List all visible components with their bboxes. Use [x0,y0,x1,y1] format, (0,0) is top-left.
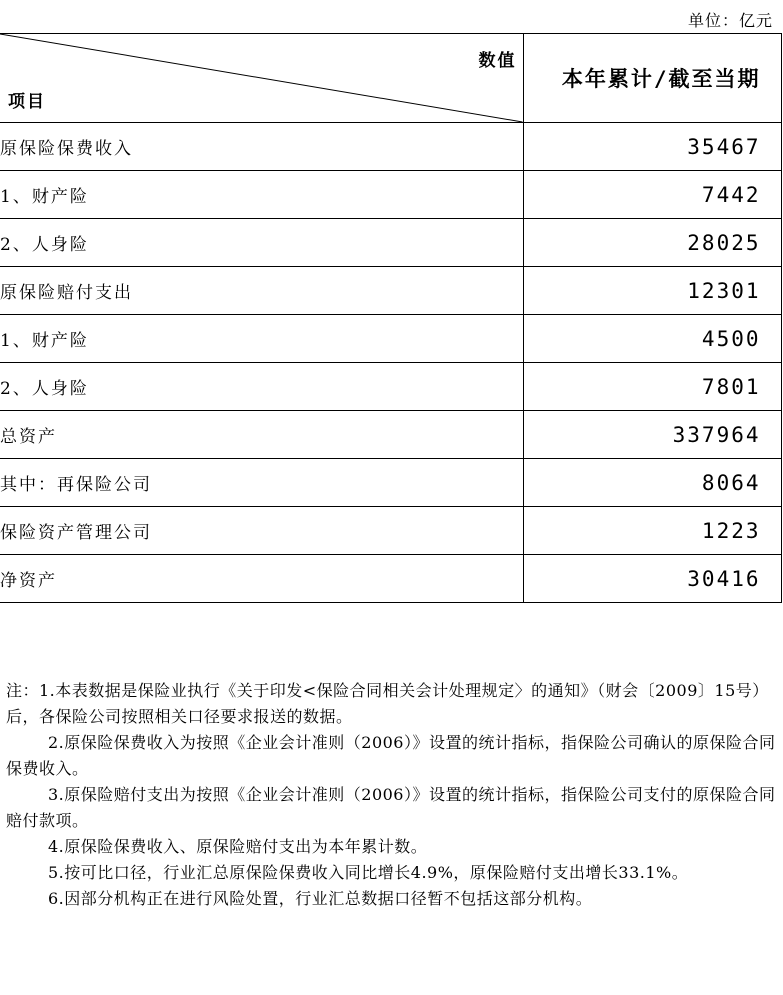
row-label: 2、人身险 [0,219,523,267]
header-value-label: 数值 [478,51,517,71]
header-column-title: 本年累计/截至当期 [523,34,781,123]
row-value: 35467 [523,123,781,171]
header-item-label: 项目 [8,92,46,112]
row-label: 保险资产管理公司 [0,507,523,555]
table-header-row [0,34,781,123]
row-value: 12301 [523,267,781,315]
row-label: 原保险保费收入 [0,123,523,171]
table-row [0,267,781,315]
row-label: 总资产 [0,411,523,459]
row-value: 7442 [523,171,781,219]
insurance-statistics-table [0,33,782,603]
row-value: 337964 [523,411,781,459]
table-row [0,459,781,507]
table-body [0,123,781,603]
row-label: 净资产 [0,555,523,603]
note-5: 5.按可比口径，行业汇总原保险保费收入同比增长4.9%，原保险赔付支出增长33.1%。 [48,863,689,882]
table-row [0,363,781,411]
note-4: 4.原保险保费收入、原保险赔付支出为本年累计数。 [48,837,428,856]
note-2: 2.原保险保费收入为按照《企业会计准则（2006）》设置的统计指标，指保险公司确认的原保险合同保费收入。 [6,733,776,778]
table-row [0,411,781,459]
header-diagonal-line [0,34,523,122]
table-row [0,123,781,171]
note-6: 6.因部分机构正在进行风险处置，行业汇总数据口径暂不包括这部分机构。 [48,889,593,908]
row-value: 7801 [523,363,781,411]
table-row [0,507,781,555]
table-row [0,555,781,603]
table-row [0,219,781,267]
row-value: 8064 [523,459,781,507]
row-label: 原保险赔付支出 [0,267,523,315]
table-row [0,171,781,219]
row-value: 1223 [523,507,781,555]
table-notes [6,678,778,912]
row-label: 1、财产险 [0,171,523,219]
row-value: 4500 [523,315,781,363]
unit-label: 单位：亿元 [687,11,773,30]
row-label: 其中：再保险公司 [0,459,523,507]
table-row [0,315,781,363]
row-value: 30416 [523,555,781,603]
row-label: 1、财产险 [0,315,523,363]
note-3: 3.原保险赔付支出为按照《企业会计准则（2006）》设置的统计指标，指保险公司支付的原保险合同赔付款项。 [6,785,776,830]
note-1: 注：1.本表数据是保险业执行《关于印发<保险合同相关会计处理规定〉的通知》（财会〔2009〕15号）后，各保险公司按照相关口径要求报送的数据。 [6,681,769,726]
row-value: 28025 [523,219,781,267]
row-label: 2、人身险 [0,363,523,411]
header-diagonal-cell [0,34,523,123]
